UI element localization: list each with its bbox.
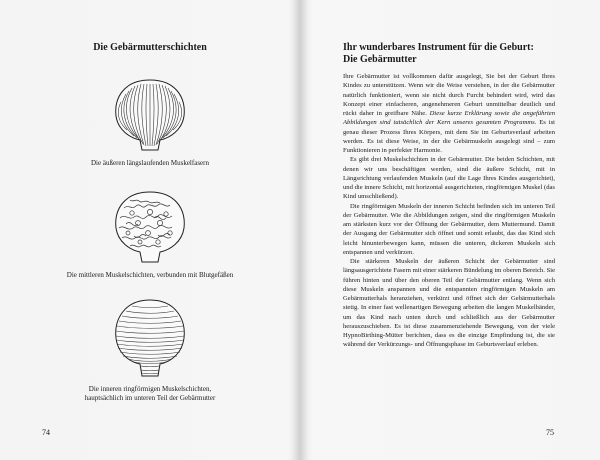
right-page-body — [343, 72, 555, 350]
uterus-inner-circular-illustration — [110, 296, 190, 382]
figure-outer-muscle-layer — [0, 76, 300, 168]
right-title-line-2: Die Gebärmutter — [343, 54, 417, 65]
figure-middle-muscle-layer — [0, 188, 300, 280]
right-title-line-1: Ihr wunderbares Instrument für die Geburt: — [343, 42, 534, 53]
right-page-title — [343, 42, 553, 66]
paragraph-3: Die ringförmigen Muskeln der inneren Schicht befinden sich im unteren Teil der Gebärmutter. Wie die Abbildungen zeigen, sind die ringförmigen Muskeln am stärksten kurz vor der Öffnung der Gebärmutter, dem Muttermund. Damit der Ausgang der Gebärmutter sich öffnet und somit erlaubt, das das Kind sich leicht hinunterbewegen kann, müssen die unteren, dickeren Muskeln sich entspannen und verkürzen. — [343, 202, 555, 256]
figure-inner-muscle-layer — [0, 296, 300, 403]
caption-inner-line-2: hauptsächlich im unteren Teil der Gebärmutter — [84, 394, 216, 402]
paragraph-1 — [343, 72, 555, 155]
paragraph-1-part-b: Es ist genau dieser Prozess Ihres Körpers, mit dem Sie im Geburtsverlauf arbeiten werden. Es ist diese Weise, in der die Gebärmuskeln ausgelegt sind – zum Funktionieren in perfekter Harmonie. — [343, 119, 555, 154]
paragraph-4: Die stärkeren Muskeln der äußeren Schicht der Gebärmutter sind längsausgerichtete Fasern mit einer stärkeren Bündelung im oberen Bereich. Sie führen hinten und über den oberen Teil der Gebärmutter entlang. Wenn sich diese Muskeln anspannen und die entspannten ringförmigen Muskeln am Gebärmutterhals heranziehen, verkürzt und öffnet sich der Gebärmutterhals stetig. In einer fast wellenartigen Bewegung arbeiten die langen Muskelbänder, um das Kind nach unten durch und schließlich aus der Gebärmutter herauszuschieben. Es ist diese zusammenziehende Bewegung, von der viele HypnoBirthing-Mütter berichten, dass es die einzige Empfindung ist, die sie während der Verkürzungs- und Öffnungsphase im Geburtsverlauf erleben. — [343, 258, 555, 349]
caption-inner-line-1: Die inneren ringförmigen Muskelschichten, — [88, 385, 212, 393]
caption-inner-layer — [0, 385, 300, 403]
uterus-middle-layers-illustration — [110, 188, 190, 268]
left-page-number: 74 — [42, 428, 50, 437]
caption-outer-layer: Die äußeren längslaufenden Muskelfasern — [91, 159, 209, 167]
paragraph-1-part-a: Ihre Gebärmutter ist vollkommen dafür ausgelegt, Sie bei der Geburt Ihres Kindes zu unterstützen. Wenn wir die Weise verstehen, in der die Gebärmutter natürlich funktioniert, wenn sie nicht durch Furcht behindert wird, wird das Konzept einer einfacheren, angenehmeren Geburt unmittelbar deutlich und rückt daher in greifbare Nähe. — [343, 73, 555, 117]
right-page-number: 75 — [546, 428, 554, 437]
paragraph-1-italic: Diese kurze Erklärung sowie die angeführten Abbildungen sind tatsächlich der Kern unseres gesamten Programms. — [343, 110, 555, 127]
caption-middle-layer: Die mittleren Muskelschichten, verbunden mit Blutgefäßen — [66, 271, 234, 279]
paragraph-2: Es gibt drei Muskelschichten in der Gebärmutter. Die beiden Schichten, mit denen wir uns beschäftigen werden, sind die äußere Schicht, mit in Längsrichtung verlaufenden Muskeln (auf die Lage Ihres Kindes ausgerichtet), und die innere Schicht, mit horizontal ausgerichteten, ringförmigen Muskel (das Kind umschließend). — [343, 156, 555, 201]
uterus-outer-fibers-illustration — [110, 76, 190, 156]
left-page-title: Die Gebärmutterschichten — [93, 42, 207, 53]
